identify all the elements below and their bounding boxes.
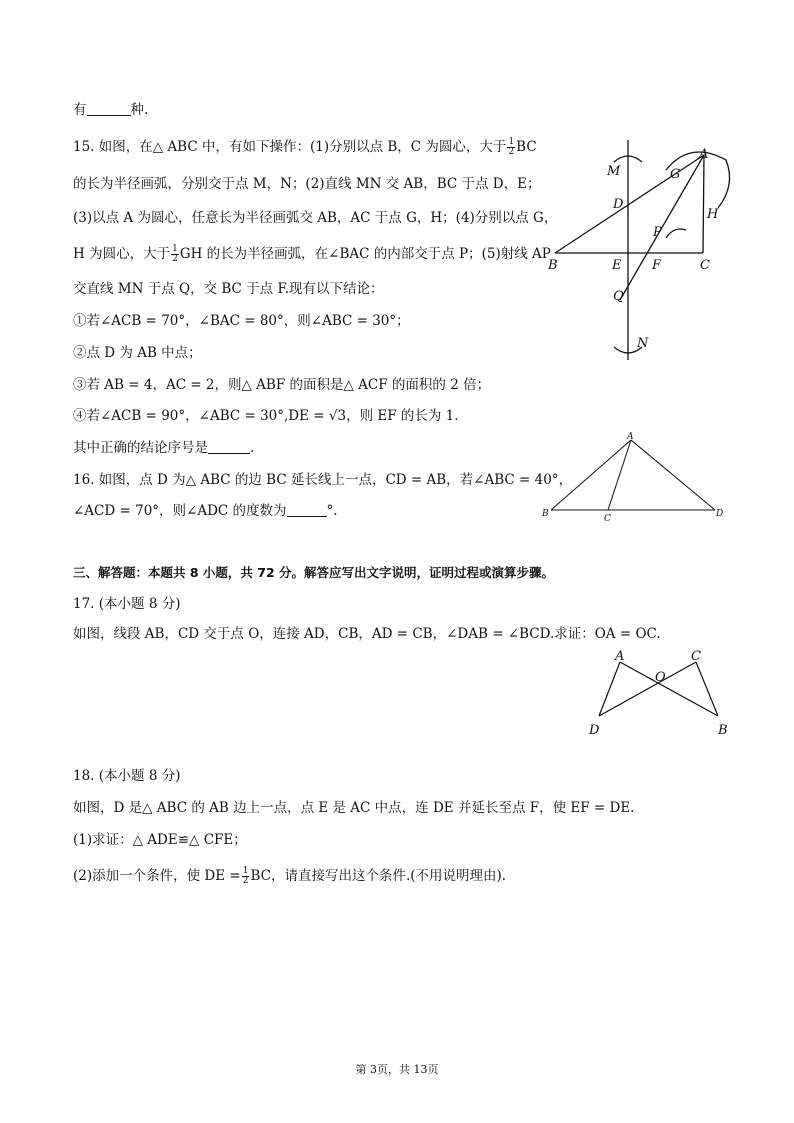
- label-a: A: [615, 649, 625, 664]
- label-n: N: [637, 336, 649, 351]
- label-c: C: [691, 649, 701, 664]
- q15-conclusion-4: ④若∠ACB = 90°，∠ABC = 30°,DE = √3，则 EF 的长为 1.: [73, 408, 459, 424]
- q15-text: 15. 如图，在△ ABC 中，有如下操作：(1)分别以点 B，C 为圆心，大于: [73, 139, 507, 155]
- label-f: F: [652, 258, 662, 273]
- section-3-heading: 三、解答题：本题共 8 小题，共 72 分。解答应写出文字说明，证明过程或演算步骤。: [73, 565, 555, 580]
- q17-body: 如图，线段 AB，CD 交于点 O，连接 AD，CB，AD = CB，∠DAB = ∠BCD.求证：OA = OC.: [73, 626, 661, 642]
- segment-ad: [631, 440, 715, 510]
- label-h: H: [707, 207, 719, 222]
- label-b: B: [718, 723, 728, 738]
- label-m: M: [607, 164, 621, 179]
- q14-tail: [73, 100, 148, 120]
- q17-heading: 17. (本小题 8 分): [73, 596, 181, 612]
- q18-text: BC，请直接写出这个条件.(不用说明理由).: [250, 868, 507, 884]
- arc-p: [666, 229, 686, 238]
- q18-part-1: (1)求证：△ ADE≌△ CFE；: [73, 832, 247, 848]
- fraction-half: [171, 245, 179, 264]
- q14-text-pre: 有: [73, 102, 87, 118]
- q15-ask-end: .: [250, 440, 255, 456]
- q16-text-end: °.: [326, 503, 338, 519]
- q18-text: (2)添加一个条件，使 DE =: [73, 868, 241, 884]
- label-e: E: [612, 258, 622, 273]
- q17-figure: [585, 648, 735, 738]
- label-b: B: [542, 509, 549, 519]
- answer-blank: [87, 101, 131, 116]
- label-b: B: [548, 258, 558, 273]
- q15-conclusion-1: ①若∠ACB = 70°，∠BAC = 80°，则∠ABC = 30°；: [73, 313, 410, 329]
- q15-line-3: (3)以点 A 为圆心，任意长为半径画弧交 AB，AC 于点 G，H；(4)分别以点 G，: [73, 210, 558, 226]
- q18-part-2: [73, 866, 506, 886]
- q15-line-5: 交直线 MN 于点 Q，交 BC 于点 F.现有以下结论：: [73, 281, 384, 297]
- q14-text-post: 种.: [130, 102, 149, 118]
- label-d: D: [716, 509, 724, 519]
- label-d: D: [589, 723, 600, 738]
- label-d: D: [613, 197, 624, 212]
- label-g: G: [670, 167, 681, 182]
- q18-body: 如图，D 是△ ABC 的 AB 边上一点，点 E 是 AC 中点，连 DE 并延长至点 F，使 EF = DE.: [73, 800, 635, 816]
- page-footer: 第 3页，共 13页: [355, 1063, 439, 1076]
- label-a: A: [699, 147, 709, 162]
- label-p: P: [653, 225, 662, 240]
- label-c: C: [700, 258, 710, 273]
- q15-question: [73, 438, 254, 458]
- q15-figure: [540, 140, 740, 370]
- frac-den: 2: [242, 876, 249, 886]
- segment-ac: [703, 155, 704, 253]
- frac-num: 1: [508, 137, 515, 147]
- q15-conclusion-2: ②点 D 为 AB 中点；: [73, 345, 202, 361]
- q15-conclusion-3: ③若 AB = 4，AC = 2，则△ ABF 的面积是△ ACF 的面积的 2 倍；: [73, 377, 491, 393]
- q16-line-1: 16. 如图，点 D 为△ ABC 的边 BC 延长线上一点，CD = AB，若∠ABC = 40°，: [73, 472, 573, 488]
- label-q: Q: [613, 289, 624, 304]
- frac-den: 2: [172, 254, 178, 264]
- frac-num: 1: [242, 866, 249, 876]
- answer-blank: [208, 439, 250, 454]
- q15-ask-text: 其中正确的结论序号是: [73, 440, 208, 456]
- q15-line-2: 的长为半径画弧，分别交于点 M，N；(2)直线 MN 交 AB，BC 于点 D，E；: [73, 176, 541, 192]
- segment-ab: [620, 662, 718, 716]
- q15-line-4: [73, 244, 551, 264]
- q16-text: ∠ACD = 70°，则∠ADC 的度数为: [73, 503, 287, 519]
- segment-cb: [696, 662, 718, 716]
- fraction-half: [242, 867, 250, 886]
- q15-text: H 为圆心，大于: [73, 246, 171, 262]
- q15-line-1: [73, 137, 537, 157]
- q15-text: BC: [516, 139, 537, 155]
- q18-heading: 18. (本小题 8 分): [73, 768, 181, 784]
- q16-figure: [540, 430, 730, 525]
- label-c: C: [604, 514, 611, 524]
- segment-cd: [599, 662, 696, 716]
- frac-den: 2: [508, 147, 515, 157]
- label-a: A: [627, 432, 634, 442]
- answer-blank: [287, 502, 327, 517]
- segment-ad: [599, 662, 620, 716]
- frac-num: 1: [172, 244, 178, 254]
- q15-text: GH 的长为半径画弧，在∠BAC 的内部交于点 P；(5)射线 AP: [179, 246, 551, 262]
- segment-ba: [555, 155, 704, 253]
- ray-ap: [620, 155, 704, 300]
- q16-line-2: [73, 501, 338, 521]
- label-o: O: [655, 670, 666, 685]
- fraction-half: [507, 138, 515, 157]
